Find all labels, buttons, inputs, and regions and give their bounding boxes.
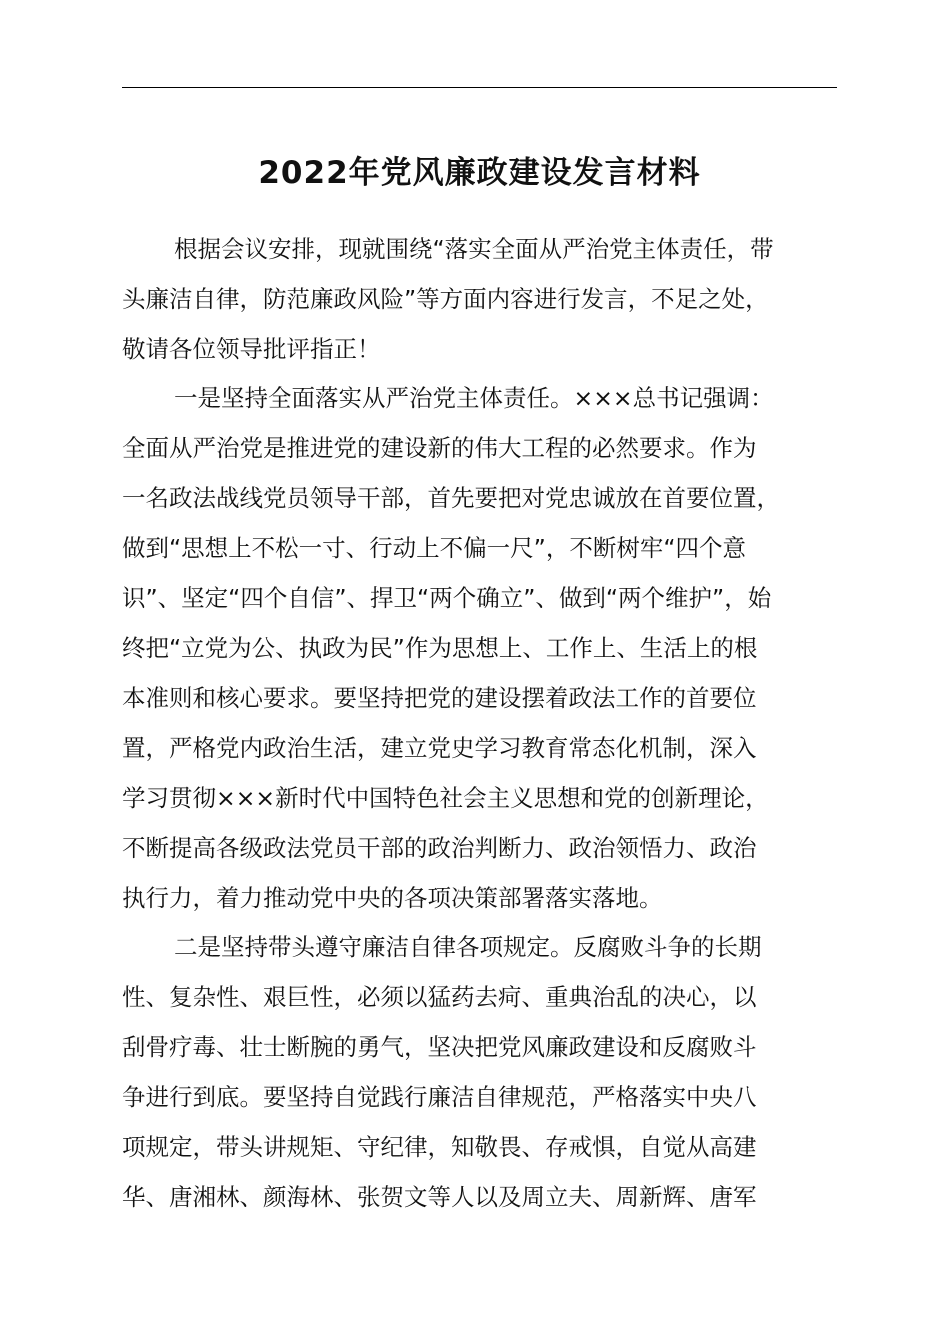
text-line: 敬请各位领导批评指正！ [122,335,381,363]
paragraph [122,224,837,374]
text-line: 全面从严治党是推进党的建设新的伟大工程的必然要求。作为 [122,434,757,462]
text-line: 不断提高各级政法党员干部的政治判断力、政治领悟力、政治 [122,834,757,862]
text-line: 争进行到底。要坚持自觉践行廉洁自律规范，严格落实中央八 [122,1083,757,1111]
paragraph [122,922,837,1222]
text-line: 终把“立党为公、执政为民”作为思想上、工作上、生活上的根 [122,634,758,662]
text-line: 二是坚持带头遵守廉洁自律各项规定。反腐败斗争的长期 [174,933,762,961]
text-line: 学习贯彻×××新时代中国特色社会主义思想和党的创新理论， [122,784,769,812]
text-line: 一名政法战线党员领导干部，首先要把对党忠诚放在首要位置， [122,484,780,512]
text-line: 一是坚持全面落实从严治党主体责任。×××总书记强调： [174,384,774,412]
header-rule [122,87,837,88]
paragraph [122,373,837,923]
text-line: 执行力，着力推动党中央的各项决策部署落实落地。 [122,884,663,912]
text-line: 置，严格党内政治生活，建立党史学习教育常态化机制，深入 [122,734,757,762]
text-line: 根据会议安排，现就围绕“落实全面从严治党主体责任，带 [174,235,774,263]
text-line: 头廉洁自律，防范廉政风险”等方面内容进行发言，不足之处， [122,285,769,313]
text-line: 项规定，带头讲规矩、守纪律，知敬畏、存戒惧，自觉从高建 [122,1133,757,1161]
document-title: 2022年党风廉政建设发言材料 [258,155,701,191]
text-line: 识”、坚定“四个自信”、捍卫“两个确立”、做到“两个维护”，始 [122,584,772,612]
text-line: 性、复杂性、艰巨性，必须以猛药去疴、重典治乱的决心，以 [122,983,757,1011]
text-line: 本准则和核心要求。要坚持把党的建设摆着政法工作的首要位 [122,684,757,712]
text-line: 刮骨疗毒、壮士断腕的勇气，坚决把党风廉政建设和反腐败斗 [122,1033,757,1061]
text-line: 华、唐湘林、颜海林、张贺文等人以及周立夫、周新辉、唐军 [122,1183,757,1211]
text-line: 做到“思想上不松一寸、行动上不偏一尺”，不断树牢“四个意 [122,534,747,562]
